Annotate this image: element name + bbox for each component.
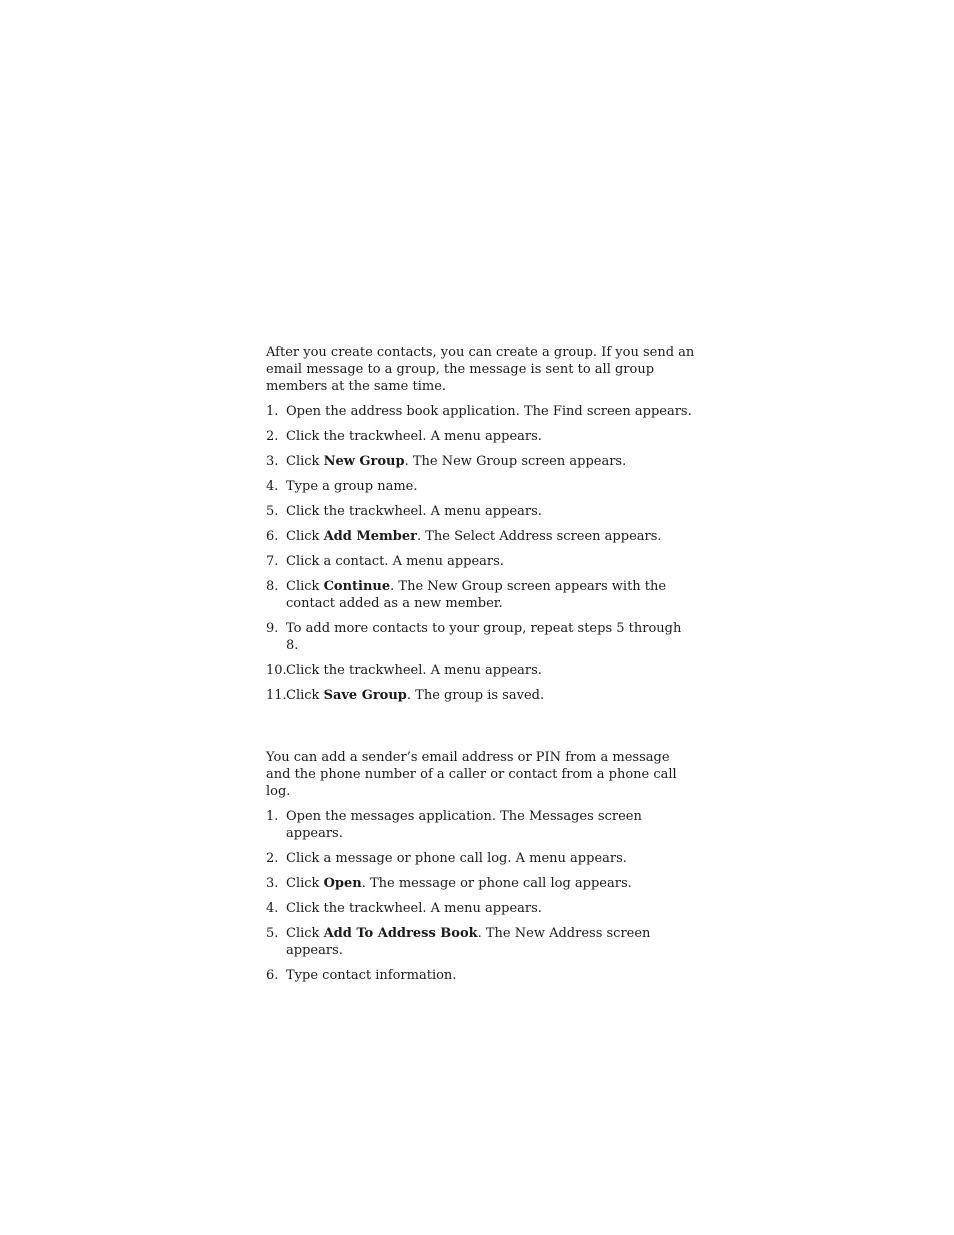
step-text-lead: Open the address book application. The Find screen appears. (286, 404, 692, 419)
step-number: 6. (266, 968, 279, 983)
step-text (286, 850, 696, 867)
step-text (286, 925, 696, 959)
add-from-message-step (266, 967, 696, 984)
step-menu-item-name: New Group (323, 454, 405, 469)
create-group-step (266, 620, 696, 654)
step-text (286, 808, 696, 842)
create-group-step (266, 553, 696, 570)
step-number: 5. (266, 926, 279, 941)
add-from-message-section (266, 749, 696, 984)
create-group-intro: After you create contacts, you can create a group. If you send an email message to a group, the message is sent to all group members at the same time. (266, 345, 695, 394)
step-text-lead: Type a group name. (286, 479, 418, 494)
step-text-lead: Click the trackwheel. A menu appears. (286, 901, 542, 916)
step-number: 10. (266, 663, 287, 678)
step-number: 1. (266, 809, 279, 824)
step-menu-item-name: Continue (323, 579, 391, 594)
step-text-lead: Click (286, 688, 324, 703)
step-number: 9. (266, 621, 279, 636)
step-number: 6. (266, 529, 279, 544)
create-group-step (266, 478, 696, 495)
step-text-lead: Click the trackwheel. A menu appears. (286, 429, 542, 444)
add-from-message-step (266, 900, 696, 917)
create-group-step (266, 503, 696, 520)
step-number: 3. (266, 454, 279, 469)
step-number: 3. (266, 876, 279, 891)
step-text-lead: Click a contact. A menu appears. (286, 554, 504, 569)
step-text-tail: . The New Group screen appears with the contact added as a new member. (286, 579, 667, 611)
create-group-step (266, 528, 696, 545)
step-text-lead: Click the trackwheel. A menu appears. (286, 504, 542, 519)
create-group-step (266, 403, 696, 420)
step-menu-item-name: Save Group (323, 688, 407, 703)
step-number: 2. (266, 429, 279, 444)
create-group-step (266, 662, 696, 679)
step-text-tail: . The group is saved. (406, 688, 545, 703)
step-text-lead: Open the messages application. The Messages screen appears. (286, 809, 642, 841)
add-from-message-steps (266, 808, 696, 984)
step-text (286, 967, 696, 984)
step-text-lead: To add more contacts to your group, repeat steps 5 through 8. (286, 621, 682, 653)
step-number: 1. (266, 404, 279, 419)
step-text-lead: Click (286, 579, 324, 594)
step-number: 11. (266, 688, 287, 703)
step-text (286, 403, 696, 420)
create-group-step (266, 428, 696, 445)
step-menu-item-name: Add To Address Book (323, 926, 478, 941)
step-number: 2. (266, 851, 279, 866)
step-text-tail: . The New Group screen appears. (404, 454, 627, 469)
create-group-step (266, 687, 696, 704)
step-text-lead: Click a message or phone call log. A menu appears. (286, 851, 627, 866)
add-from-message-step (266, 875, 696, 892)
step-menu-item-name: Open (323, 876, 362, 891)
step-text (286, 528, 696, 545)
step-menu-item-name: Add Member (323, 529, 417, 544)
step-text (286, 553, 696, 570)
step-text (286, 428, 696, 445)
step-text (286, 687, 696, 704)
add-from-message-step (266, 808, 696, 842)
step-text (286, 620, 696, 654)
add-from-message-intro: You can add a sender’s email address or PIN from a message and the phone number of a caller or contact from a phone call log. (266, 750, 677, 799)
step-text (286, 875, 696, 892)
step-text-tail: . The New Address screen appears. (286, 926, 651, 958)
create-group-step (266, 453, 696, 470)
step-text-lead: Type contact information. (286, 968, 457, 983)
step-text (286, 453, 696, 470)
step-text-lead: Click (286, 876, 324, 891)
step-text-lead: Click (286, 454, 324, 469)
step-text-lead: Click the trackwheel. A menu appears. (286, 663, 542, 678)
step-number: 8. (266, 579, 279, 594)
step-number: 7. (266, 554, 279, 569)
step-text (286, 478, 696, 495)
step-text (286, 578, 696, 612)
create-group-step (266, 578, 696, 612)
step-text-lead: Click (286, 529, 324, 544)
add-from-message-step (266, 850, 696, 867)
create-group-section (266, 344, 696, 704)
document-page (266, 344, 696, 984)
step-number: 5. (266, 504, 279, 519)
step-number: 4. (266, 901, 279, 916)
step-text-lead: Click (286, 926, 324, 941)
step-text-tail: . The message or phone call log appears. (361, 876, 632, 891)
step-text-tail: . The Select Address screen appears. (416, 529, 662, 544)
add-from-message-step (266, 925, 696, 959)
create-group-steps (266, 403, 696, 704)
step-text (286, 900, 696, 917)
step-number: 4. (266, 479, 279, 494)
step-text (286, 503, 696, 520)
step-text (286, 662, 696, 679)
